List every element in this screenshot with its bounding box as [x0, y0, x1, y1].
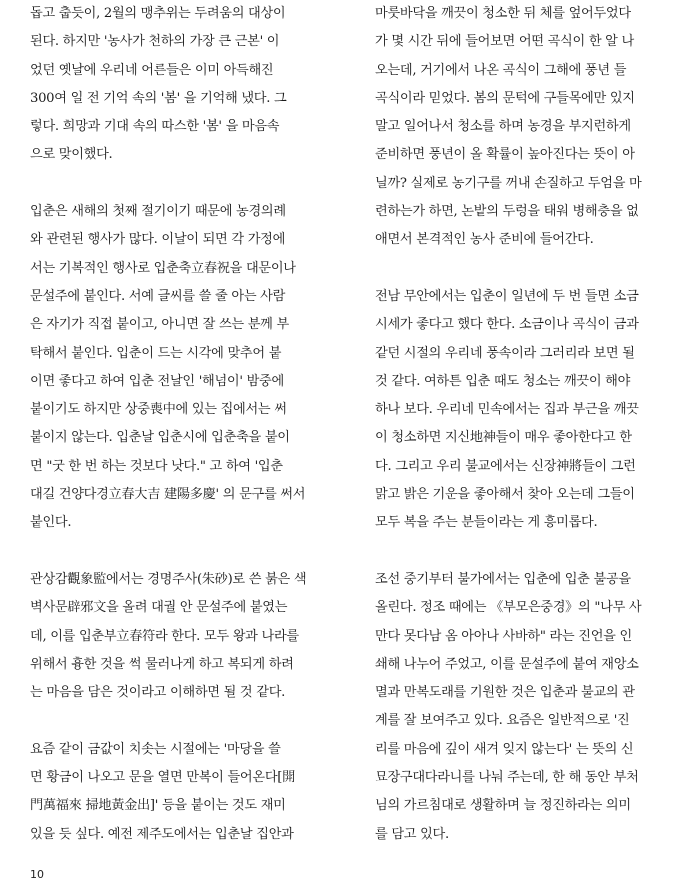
text-line: 돕고 춥듯이, 2월의 맹추위는 두려움의 대상이: [30, 6, 286, 21]
text-line: 를 담고 있다.: [375, 826, 449, 842]
text-line: 오는데, 거기에서 나온 곡식이 그해에 풍년 들: [375, 62, 627, 78]
text-line: 묘장구대다라니를 나눠 주는데, 한 해 동안 부처: [375, 770, 639, 786]
text-line: 멸과 만복도래를 기원한 것은 입춘과 불교의 관: [375, 685, 635, 701]
text-line: 위해서 흉한 것을 썩 물러나게 하고 복되게 하려: [30, 656, 294, 672]
text-line: 님의 가르침대로 생활하며 늘 정진하라는 의미: [375, 798, 631, 814]
text-line: 것 같다. 여하튼 입춘 때도 청소는 깨끗이 해야: [375, 373, 631, 389]
text-line: 쇄해 나누어 주었고, 이를 문설주에 붙여 재앙소: [375, 656, 639, 672]
text-line: 붙인다.: [30, 515, 72, 531]
text-line: 이면 좋다고 하여 입춘 전날인 '해넘이' 밤중에: [30, 373, 284, 389]
text-line: 다. 그리고 우리 불교에서는 신장神將들이 그런: [375, 458, 636, 474]
text-line: 문설주에 붙인다. 서예 글씨를 쓸 줄 아는 사람: [30, 288, 286, 304]
left-column: [30, 0, 330, 849]
text-line: 門萬福來 掃地黃金出]' 등을 붙이는 것도 재미: [30, 798, 286, 814]
paragraph: [30, 198, 330, 538]
text-line: 마룻바닥을 깨끗이 청소한 뒤 체를 엎어두었다: [375, 6, 631, 21]
text-line: 었던 옛날에 우리네 어른들은 이미 아득해진: [30, 62, 274, 78]
text-line: 애면서 본격적인 농사 준비에 들어간다.: [375, 232, 594, 248]
text-line: 이 청소하면 지신地神들이 매우 좋아한다고 한: [375, 430, 632, 446]
text-line: 면 "굿 한 번 하는 것보다 낫다." 고 하여 '입춘: [30, 458, 283, 474]
paragraph: [30, 0, 330, 170]
text-line: 계를 잘 보여주고 있다. 요즘은 일반적으로 '진: [375, 713, 630, 729]
text-line: 렇다. 희망과 기대 속의 따스한 '봄' 을 마음속: [30, 119, 280, 135]
text-line: 닐까? 실제로 농기구를 꺼내 손질하고 두엄을 마: [375, 175, 642, 191]
text-line: 하나 보다. 우리네 민속에서는 집과 부근을 깨끗: [375, 402, 639, 418]
text-line: 말고 일어나서 청소를 하며 농경을 부지런하게: [375, 119, 631, 135]
text-line: 가 몇 시간 뒤에 들어보면 어떤 곡식이 한 알 나: [375, 34, 634, 50]
text-line: 데, 이를 입춘부立春符라 한다. 모두 왕과 나라를: [30, 628, 299, 644]
text-line: 시세가 좋다고 했다 한다. 소금이나 곡식이 금과: [375, 317, 639, 333]
text-line: 와 관련된 행사가 많다. 이날이 되면 각 가정에: [30, 232, 286, 248]
text-line: 된다. 하지만 '농사가 천하의 가장 큰 근본' 이: [30, 34, 280, 50]
paragraph: [375, 566, 675, 849]
page-number: 10: [30, 868, 44, 881]
text-line: 으로 맞이했다.: [30, 147, 113, 163]
text-line: 벽사문辟邪文을 올려 대궐 안 문설주에 붙였는: [30, 600, 288, 616]
text-line: 리를 마음에 깊이 새겨 잊지 않는다' 는 뜻의 신: [375, 741, 634, 757]
text-line: 탁해서 붙인다. 입춘이 드는 시각에 맞추어 붙: [30, 345, 282, 361]
text-line: 300여 일 전 기억 속의 '봄' 을 기억해 냈다. 그: [30, 90, 287, 106]
text-line: 붙이지 않는다. 입춘날 입춘시에 입춘축을 붙이: [30, 430, 290, 446]
text-line: 면 황금이 나오고 문을 열면 만복이 들어온다[開: [30, 770, 295, 786]
right-column: [375, 0, 675, 849]
text-line: 만다 못다남 옴 아아나 사바하" 라는 진언을 인: [375, 628, 632, 644]
text-line: 전남 무안에서는 입춘이 일년에 두 번 들면 소금: [375, 288, 639, 304]
text-line: 올린다. 정조 때에는 《부모은중경》의 "나무 사: [375, 600, 642, 616]
text-line: 맑고 밝은 기운을 좋아해서 찾아 오는데 그들이: [375, 487, 635, 503]
paragraph: [30, 736, 330, 849]
text-line: 준비하면 풍년이 올 확률이 높아진다는 뜻이 아: [375, 147, 635, 163]
text-line: 는 마음을 담은 것이라고 이해하면 될 것 같다.: [30, 685, 286, 701]
text-line: 대길 건양다경立春大吉 建陽多慶' 의 문구를 써서: [30, 487, 306, 503]
text-line: 붙이기도 하지만 상중喪中에 있는 집에서는 써: [30, 402, 287, 418]
paragraph: [375, 283, 675, 538]
text-line: 조선 중기부터 불가에서는 입춘에 입춘 불공을: [375, 571, 631, 587]
text-line: 모두 복을 주는 분들이라는 게 흥미롭다.: [375, 515, 598, 531]
text-line: 곡식이라 믿었다. 봄의 문턱에 구들목에만 있지: [375, 90, 635, 106]
text-line: 련하는가 하면, 논밭의 두렁을 태워 병해충을 없: [375, 204, 639, 220]
text-line: 있을 듯 싶다. 예전 제주도에서는 입춘날 집안과: [30, 826, 294, 842]
text-line: 서는 기복적인 행사로 입춘축立春祝을 대문이나: [30, 260, 296, 276]
text-line: 같던 시절의 우리네 풍속이라 그러리라 보면 될: [375, 345, 635, 361]
text-line: 은 자기가 직접 붙이고, 아니면 잘 쓰는 분께 부: [30, 317, 289, 333]
text-line: 관상감觀象監에서는 경명주사(朱砂)로 쓴 붉은 색: [30, 571, 307, 587]
paragraph: [375, 0, 675, 255]
text-line: 요즘 같이 금값이 치솟는 시절에는 '마당을 쓸: [30, 741, 281, 757]
paragraph: [30, 566, 330, 707]
text-line: 입춘은 새해의 첫째 절기이기 때문에 농경의례: [30, 204, 286, 220]
